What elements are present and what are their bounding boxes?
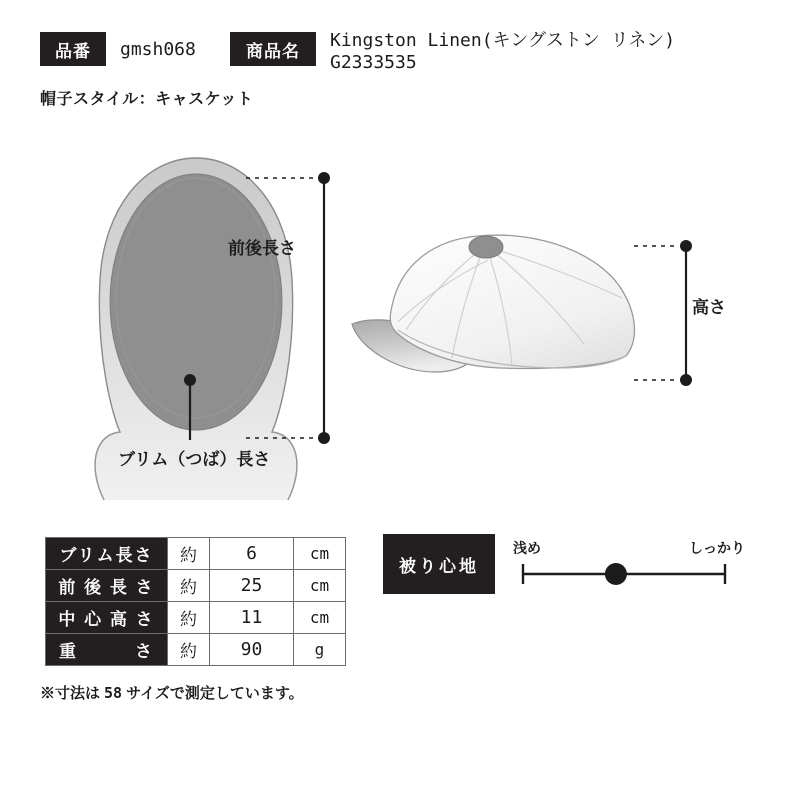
- spec-key: 前 後 長 さ: [46, 570, 168, 602]
- table-row: [46, 634, 346, 666]
- spec-approx: 約: [168, 538, 210, 570]
- spec-table: [45, 537, 346, 666]
- spec-unit: cm: [294, 538, 346, 570]
- label-height: 高さ: [692, 298, 726, 317]
- product-name-label: 商品名: [230, 32, 316, 66]
- table-row: [46, 538, 346, 570]
- product-name-value: Kingston Linen(キングストン リネン) G2333535: [330, 29, 676, 73]
- fit-scale-right-label: しっかり: [689, 540, 745, 556]
- fit-level-marker: [605, 563, 627, 585]
- product-code-value: gmsh068: [120, 38, 196, 60]
- side-view-illustration: [352, 235, 635, 372]
- label-front-back-length: 前後長さ: [228, 239, 296, 258]
- spec-unit: cm: [294, 602, 346, 634]
- note-size: 58: [104, 684, 123, 702]
- table-row: [46, 602, 346, 634]
- measurement-diagram: [0, 130, 800, 500]
- note-prefix: ※寸法は: [40, 685, 101, 702]
- spec-unit: g: [294, 634, 346, 666]
- spec-value: 11: [210, 602, 294, 634]
- product-code-label: 品番: [40, 32, 106, 66]
- spec-approx: 約: [168, 634, 210, 666]
- spec-key: ブリム長さ: [46, 538, 168, 570]
- spec-value: 90: [210, 634, 294, 666]
- spec-key: 重 さ: [46, 634, 168, 666]
- fit-feel-scale: [495, 534, 755, 594]
- note-suffix: サイズで測定しています。: [126, 685, 304, 702]
- height-top-dot: [680, 240, 692, 252]
- spec-approx: 約: [168, 570, 210, 602]
- front-back-top-dot: [318, 172, 330, 184]
- brim-top-dot: [184, 374, 196, 386]
- spec-approx: 約: [168, 602, 210, 634]
- measurement-note: [40, 682, 304, 703]
- header: [40, 29, 760, 73]
- fit-scale-left-label: 浅め: [513, 540, 541, 556]
- front-back-bottom-dot: [318, 432, 330, 444]
- hat-style-line: 帽子スタイル：キャスケット: [40, 91, 254, 108]
- fit-feel-label: 被り心地: [383, 534, 495, 594]
- fit-feel-panel: [383, 534, 755, 594]
- spec-key: 中 心 高 さ: [46, 602, 168, 634]
- spec-value: 6: [210, 538, 294, 570]
- spec-value: 25: [210, 570, 294, 602]
- label-brim-length: ブリム（つば）長さ: [118, 450, 271, 469]
- table-row: [46, 570, 346, 602]
- height-bottom-dot: [680, 374, 692, 386]
- spec-unit: cm: [294, 570, 346, 602]
